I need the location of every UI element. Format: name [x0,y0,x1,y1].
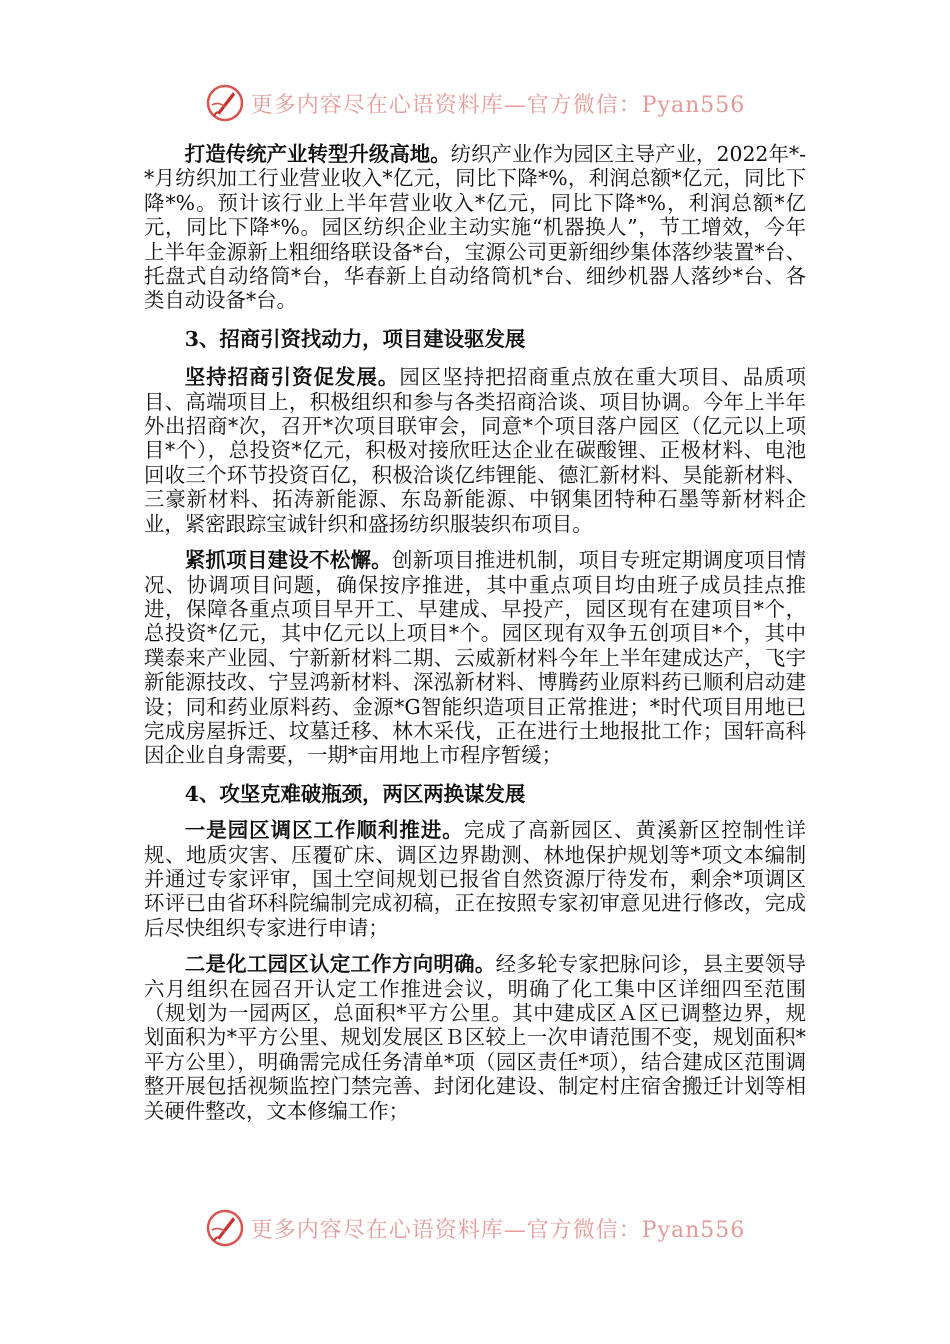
paragraph-investment [144,365,806,536]
quill-pen-logo-icon [205,83,245,123]
watermark-footer [0,1203,950,1253]
paragraph-chemical-park [144,952,806,1123]
paragraph-lead: 紧抓项目建设不松懈。 [184,548,392,573]
paragraph-lead: 一是园区调区工作顺利推进。 [184,818,464,843]
quill-pen-logo-icon [205,1208,245,1248]
paragraph-lead: 二是化工园区认定工作方向明确。 [184,952,496,977]
paragraph-body: 创新项目推进机制，项目专班定期调度项目情况、协调项目问题，确保按序推进，其中重点项目均由班子成员挂点推进，保障各重点项目早开工、早建成、早投产，园区现有在建项目*个，总投资*亿元，其中亿元以上项目*个。园区现有双争五创项目*个，其中璞泰来产业园、宁新新材料二期、云威新材料今年上半年建成达产，飞宇新能源技改、宁昱鸿新材料、深泓新材料、博腾药业原料药已顺利启动建设；同和药业原料药、金源*G智能织造项目正常推进；*时代项目用地已完成房屋拆迁、坟墓迁移、林木采伐，正在进行土地报批工作；国轩高科因企业自身需要，一期*亩用地上市程序暂缓； [144,548,807,768]
watermark-header [0,78,950,128]
paragraph-lead: 坚持招商引资促发展。 [184,365,400,390]
paragraph-body: 完成了高新园区、黄溪新区控制性详规、地质灾害、压覆矿床、调区边界勘测、林地保护规划等*项文本编制并通过专家评审，国土空间规划已报省自然资源厅待发布，剩余*项调区环评已由省环科院编制完成初稿，正在按照专家初审意见进行修改，完成后尽快组织专家进行申请； [144,818,807,940]
section-heading-3: 3、招商引资找动力，项目建设驱发展 [184,326,526,351]
section-heading-4: 4、攻坚克难破瓶颈，两区两换谋发展 [184,781,526,806]
paragraph-traditional-industry [144,142,806,313]
paragraph-body: 纺织产业作为园区主导产业，2022年*-*月纺织加工行业营业收入*亿元，同比下降*%，利润总额*亿元，同比下降*%。预计该行业上半年营业收入*亿元，同比下降*%，利润总额*亿元，同比下降*%。园区纺织企业主动实施“机器换人”，节工增效，今年上半年金源新上粗细络联设备*台，宝源公司更新细纱集体落纱装置*台、托盘式自动络筒*台，华春新上自动络筒机*台、细纱机器人落纱*台、各类自动设备*台。 [144,142,806,313]
document-body [144,142,806,1123]
paragraph-body: 园区坚持把招商重点放在重大项目、品质项目、高端项目上，积极组织和参与各类招商洽谈、项目协调。今年上半年外出招商*次，召开*次项目联审会，同意*个项目落户园区（亿元以上项目*个），总投资*亿元，积极对接欣旺达企业在碳酸锂、正极材料、电池回收三个环节投资百亿，积极洽谈亿纬锂能、德汇新材料、昊能新材料、三豪新材料、拓涛新能源、东岛新能源、中钢集团特种石墨等新材料企业，紧密跟踪宝诚针织和盛扬纺织服装织布项目。 [144,365,807,536]
paragraph-lead: 打造传统产业转型升级高地。 [184,142,451,166]
paragraph-body: 经多轮专家把脉问诊，县主要领导六月组织在园召开认定工作推进会议，明确了化工集中区详细四至范围（规划为一园两区，总面积*平方公里。其中建成区Ａ区已调整边界，规划面积为*平方公里、规划发展区Ｂ区较上一次申请范围不变，规划面积*平方公里），明确需完成任务清单*项（园区责任*项），结合建成区范围调整开展包括视频监控门禁完善、封闭化建设、制定村庄宿舍搬迁计划等相关硬件整改，文本修编工作； [144,952,806,1123]
watermark-text: 更多内容尽在心语资料库—官方微信：Pyan556 [250,1217,746,1243]
paragraph-zone-adjustment [144,818,806,940]
paragraph-project-construction [144,548,806,768]
watermark-text: 更多内容尽在心语资料库—官方微信：Pyan556 [250,92,746,118]
